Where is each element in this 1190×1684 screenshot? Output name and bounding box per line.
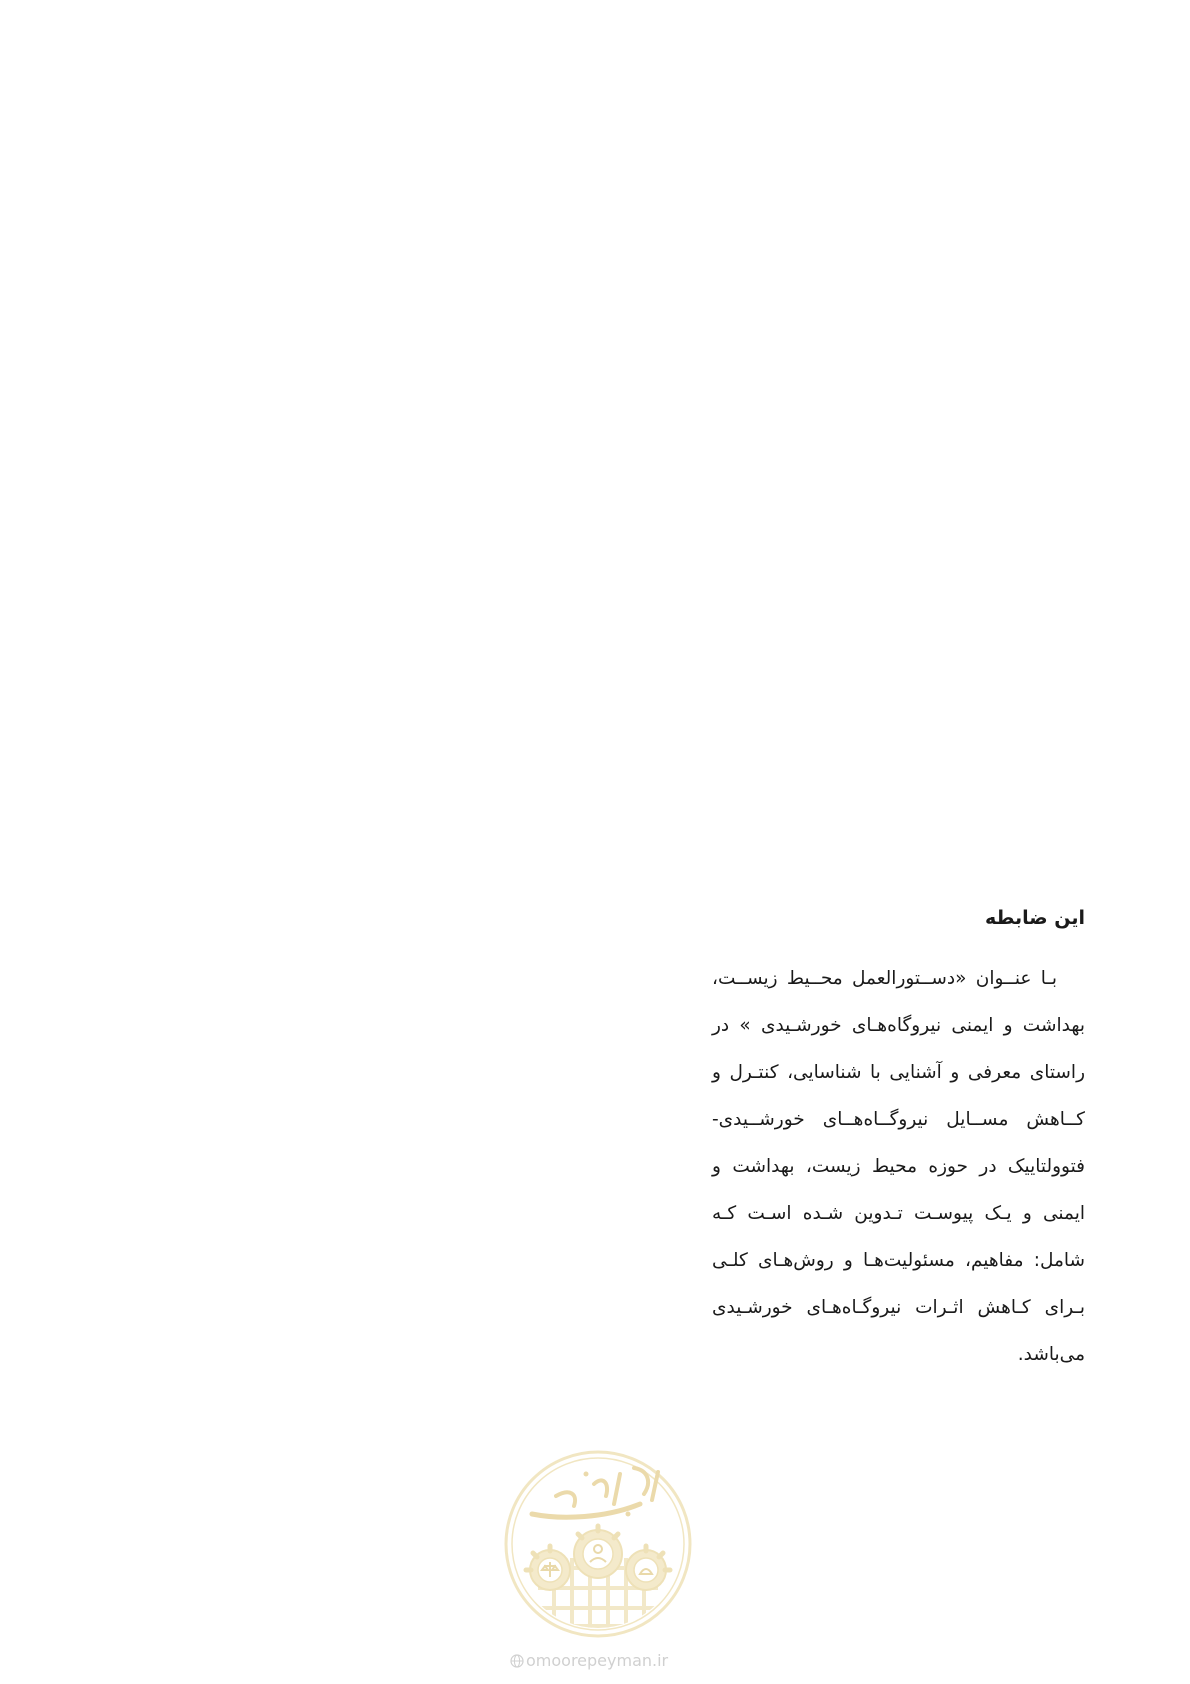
- section-body: [712, 955, 1085, 1378]
- globe-icon: [510, 1654, 524, 1668]
- watermark-seal-icon: [502, 1448, 694, 1640]
- text-column: [712, 905, 1085, 1378]
- section-heading: این ضابطه: [984, 907, 1085, 929]
- watermark-url: [510, 1651, 690, 1671]
- section-body-text: بـا عنــوان «دســتورالعمل محــیط زیســت، بهداشت و ایمنی نیروگاه‌هـای خورشـیدی » در راستای معرفی و آشنایی با شناسایی، کنتـرل و کــاهش مســایل نیروگــاه‌هــای خورشــیدی- فتوولتاییک در حوزه محیط زیست، بهداشت و ایمنی و یـک پیوسـت تـدوین شـده اسـت کـه شامل: مفاهیم، مسئولیت‌هـا و روش‌هـای کلـی بـرای کـاهش اثـرات نیروگـاه‌هـای خورشـیدی می‌باشد.: [712, 968, 1085, 1365]
- watermark-url-text: omoorepeyman.ir: [526, 1651, 669, 1670]
